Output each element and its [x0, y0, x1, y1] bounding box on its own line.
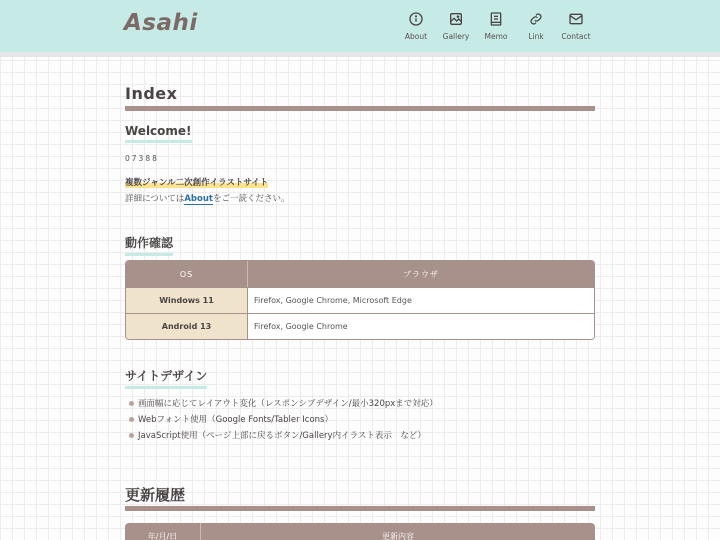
photo-icon [448, 11, 464, 27]
col-date: 年/月/日 [125, 523, 201, 540]
header-divider [0, 52, 720, 57]
history-title: 更新履歴 [125, 486, 186, 504]
about-link[interactable]: About [184, 194, 213, 204]
nav-memo-label: Memo [484, 32, 508, 41]
bullet-icon [129, 401, 134, 406]
site-logo[interactable]: Asahi [124, 10, 198, 36]
nav-about[interactable] [396, 11, 436, 41]
nav-contact-label: Contact [561, 32, 591, 41]
table-row [126, 313, 594, 339]
nav-link[interactable] [516, 11, 556, 41]
history-underline [125, 506, 595, 511]
table-header-row [126, 261, 594, 287]
compat-heading: 動作確認 [125, 234, 173, 256]
design-list [129, 395, 438, 443]
link-icon [528, 11, 544, 27]
main-nav [396, 11, 596, 41]
title-underline [125, 106, 595, 111]
bullet-icon [129, 417, 134, 422]
nav-memo[interactable] [476, 11, 516, 41]
list-item [129, 427, 438, 443]
list-item-text: Webフォント使用（Google Fonts/Tabler Icons） [138, 415, 333, 425]
browser-cell: Firefox, Google Chrome, Microsoft Edge [248, 287, 594, 313]
info-icon [408, 11, 424, 27]
book-icon [488, 11, 504, 27]
list-item-text: JavaScript使用（ページ上部に戻るボタン/Gallery内イラスト表示 など） [138, 431, 426, 441]
compat-table [125, 260, 595, 340]
browser-cell: Firefox, Google Chrome [248, 313, 594, 339]
col-browser: ブラウザ [248, 261, 594, 287]
welcome-heading: Welcome! [125, 124, 192, 143]
mail-icon [568, 11, 584, 27]
nav-about-label: About [404, 32, 428, 41]
site-header [0, 0, 720, 52]
nav-contact[interactable] [556, 11, 596, 41]
details-text [125, 192, 289, 204]
site-tagline: 複数ジャンル二次創作イラストサイト [125, 178, 269, 188]
nav-link-label: Link [528, 32, 544, 41]
details-suffix: をご一読ください。 [212, 194, 290, 204]
list-item-text: 画面幅に応じてレイアウト変化（レスポンシブデザイン/最小320pxまで対応） [138, 399, 438, 409]
list-item [129, 411, 438, 427]
os-cell: Android 13 [126, 313, 248, 339]
bullet-icon [129, 433, 134, 438]
table-row [126, 287, 594, 313]
os-cell: Windows 11 [126, 287, 248, 313]
page-title: Index [125, 84, 178, 103]
nav-gallery-label: Gallery [442, 32, 470, 41]
col-content: 更新内容 [201, 523, 595, 540]
visitor-counter: 07388 [125, 154, 159, 163]
history-table [125, 523, 595, 540]
nav-gallery[interactable] [436, 11, 476, 41]
table-header-row [125, 523, 595, 540]
list-item [129, 395, 438, 411]
design-heading: サイトデザイン [125, 367, 207, 389]
details-prefix: 詳細については [125, 194, 185, 204]
col-os: OS [126, 261, 248, 287]
